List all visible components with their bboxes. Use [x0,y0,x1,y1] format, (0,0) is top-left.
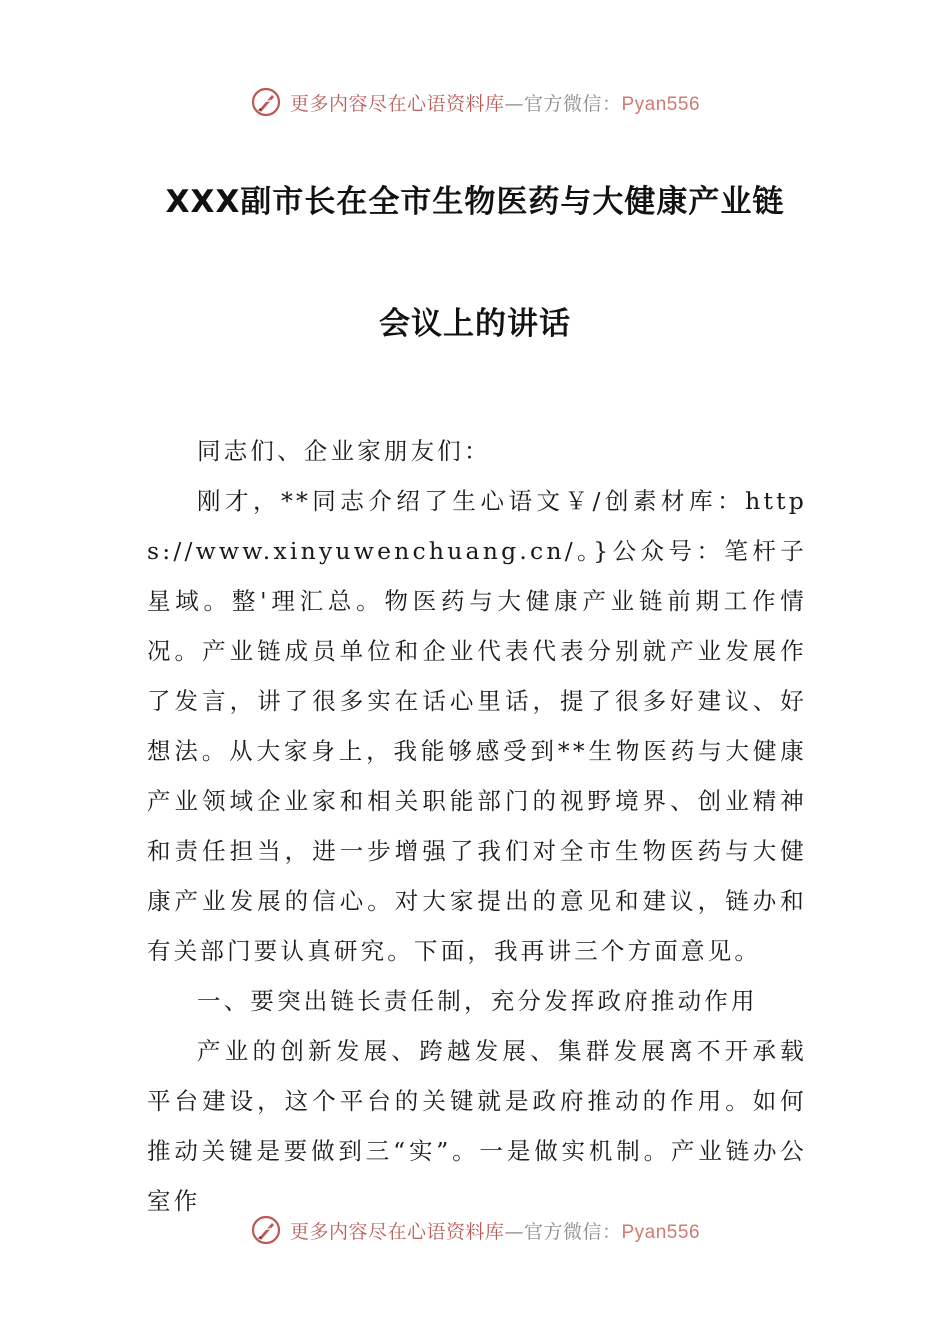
banner-wechat-label: 官方微信： [523,1220,622,1243]
paragraph-intro: 刚才，**同志介绍了生心语文￥/创素材库：https://www.xinyuwenchuang.cn/。}公众号：笔杆子星域。整'理汇总。物医药与大健康产业链前期工作情况。产业链成员单位和企业代表代表分别就产业发展作了发言，讲了很多实在话心里话，提了很多好建议、好想法。从大家身上，我能够感受到**生物医药与大健康产业领域企业家和相关职能部门的视野境界、创业精神和责任担当，进一步增强了我们对全市生物医药与大健康产业发展的信心。对大家提出的意见和建议，链办和有关部门要认真研究。下面，我再讲三个方面意见。 [147,487,807,965]
banner-site-name: 更多内容尽在心语资料库 [289,1220,505,1243]
banner-text [290,1217,700,1244]
banner-wechat-id: Pyan556 [621,1221,701,1243]
banner-wechat-id: Pyan556 [621,93,701,115]
paragraph-section-1: 产业的创新发展、跨越发展、集群发展离不开承载平台建设，这个平台的关键就是政府推动的作用。如何推动关键是要做到三“实”。一是做实机制。产业链办公室作 [147,1037,807,1215]
header-banner [0,82,950,122]
banner-text [290,89,700,116]
section-heading-1: 一、要突出链长责任制，充分发挥政府推动作用 [197,987,758,1015]
document-body [147,426,807,1226]
document-title-line-1: XXX副市长在全市生物医药与大健康产业链 [165,184,785,220]
document-title-line-2: 会议上的讲话 [379,306,571,342]
quill-pen-logo-icon [250,86,282,118]
footer-banner [0,1210,950,1250]
banner-wechat-label: 官方微信： [523,92,622,115]
quill-pen-logo-icon [250,1214,282,1246]
banner-site-name: 更多内容尽在心语资料库 [289,92,505,115]
banner-separator: — [504,92,524,115]
banner-separator: — [504,1220,524,1243]
paragraph-salutation: 同志们、企业家朋友们： [197,437,491,465]
